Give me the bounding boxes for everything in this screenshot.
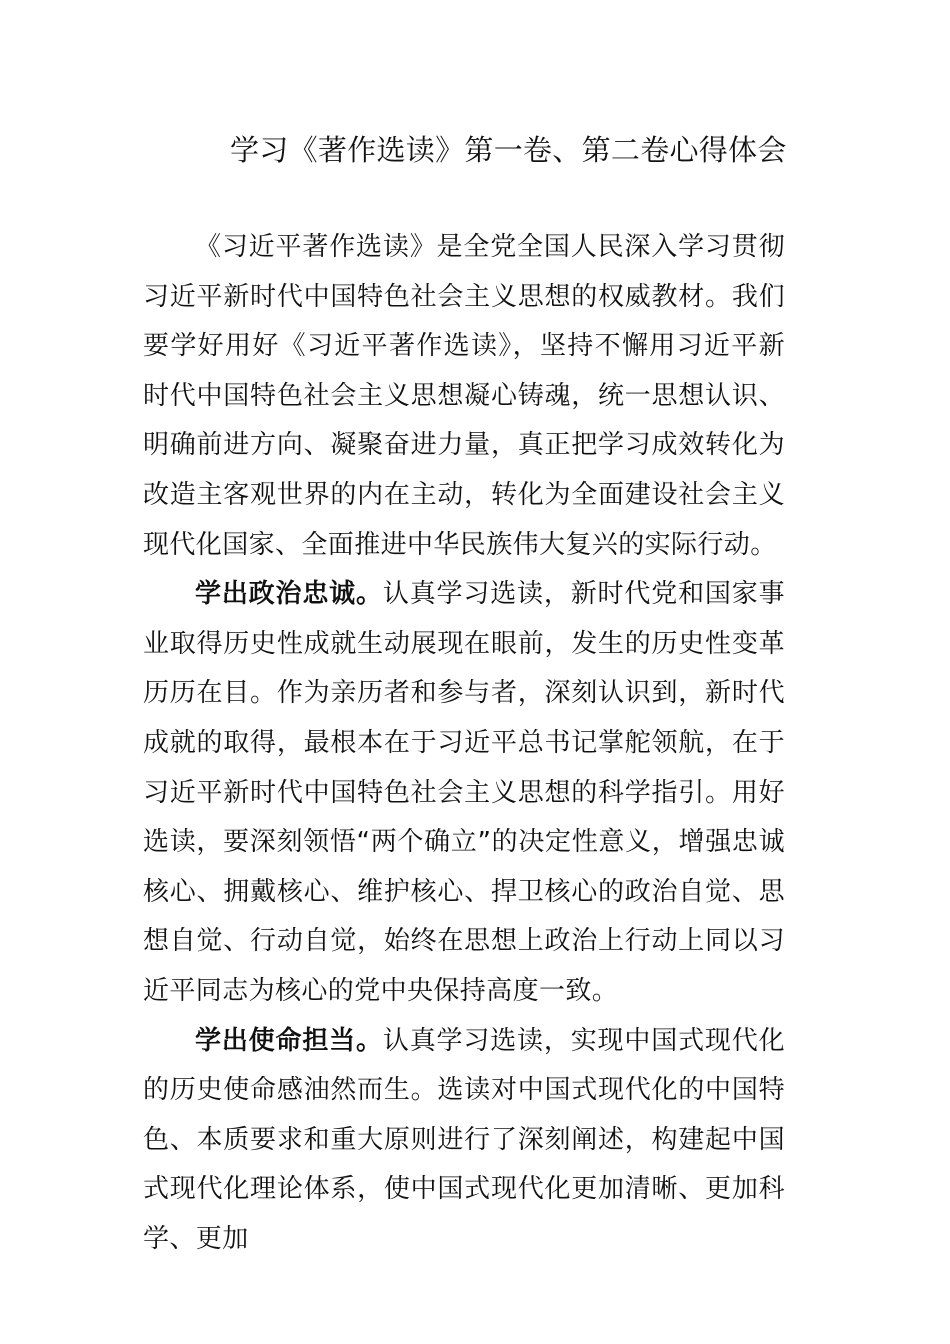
paragraph-political-loyalty bbox=[143, 570, 785, 1016]
paragraph-lead: 学出使命担当。 bbox=[195, 1025, 383, 1056]
paragraph-text: 认真学习选读，实现中国式现代化的历史使命感油然而生。选读对中国式现代化的中国特色、本质要求和重大原则进行了深刻阐述，构建起中国式现代化理论体系，使中国式现代化更加清晰、更加科学、更加 bbox=[143, 1025, 785, 1254]
document-body bbox=[143, 223, 785, 1264]
paragraph-intro bbox=[143, 223, 785, 570]
paragraph-text: 《习近平著作选读》是全党全国人民深入学习贯彻习近平新时代中国特色社会主义思想的权威教材。我们要学好用好《习近平著作选读》，坚持不懈用习近平新时代中国特色社会主义思想凝心铸魂，统一思想认识、明确前进方向、凝聚奋进力量，真正把学习成效转化为改造主客观世界的内在主动，转化为全面建设社会主义现代化国家、全面推进中华民族伟大复兴的实际行动。 bbox=[143, 232, 785, 560]
document-title: 学习《著作选读》第一卷、第二卷心得体会 bbox=[230, 133, 787, 167]
paragraph-lead: 学出政治忠诚。 bbox=[195, 579, 383, 610]
paragraph-mission bbox=[143, 1017, 785, 1265]
paragraph-text: 认真学习选读，新时代党和国家事业取得历史性成就生动展现在眼前，发生的历史性变革历历在目。作为亲历者和参与者，深刻认识到，新时代成就的取得，最根本在于习近平总书记掌舵领航，在于习近平新时代中国特色社会主义思想的科学指引。用好选读，要深刻领悟“两个确立”的决定性意义，增强忠诚核心、拥戴核心、维护核心、捍卫核心的政治自觉、思想自觉、行动自觉，始终在思想上政治上行动上同以习近平同志为核心的党中央保持高度一致。 bbox=[143, 579, 785, 1006]
